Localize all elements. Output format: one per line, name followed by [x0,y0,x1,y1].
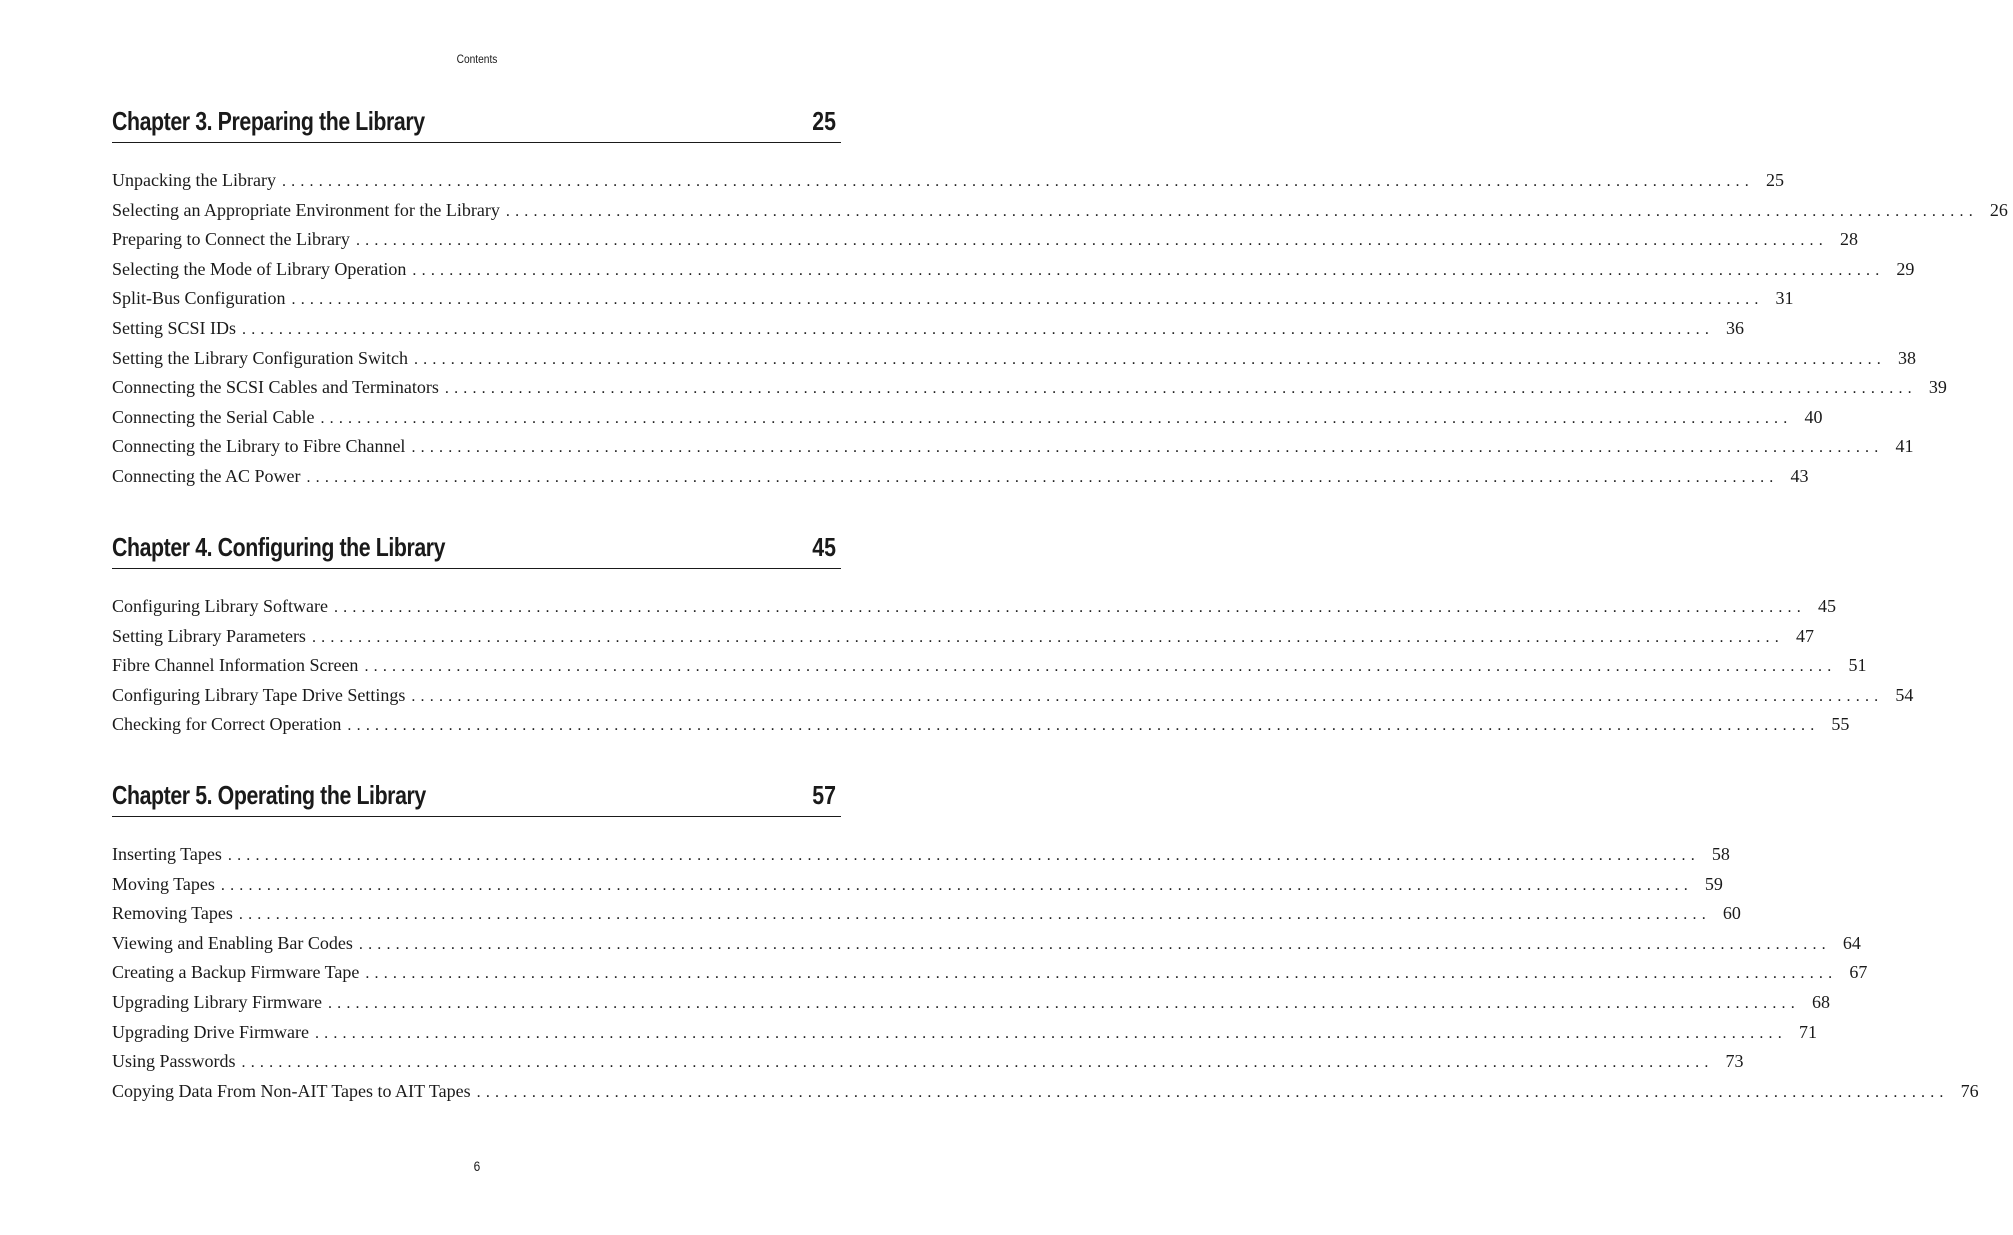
dot-leader: ................................................................................................................................................................ [241,1054,1714,1072]
dot-leader: ................................................................................................................................................................ [306,468,1779,486]
running-header: Contents [456,52,498,66]
toc-entry-title: Creating a Backup Firmware Tape [112,962,360,983]
dot-leader: ................................................................................................................................................................ [444,380,1917,398]
toc-entry-title: Configuring Library Tape Drive Settings [112,684,406,705]
toc-entry-page: 55 [1831,714,1850,735]
toc-entry-title: Split-Bus Configuration [112,288,286,309]
toc-entry-title: Using Passwords [112,1051,236,1072]
toc-entry-title: Setting the Library Configuration Switch [112,347,408,368]
toc-entry[interactable] [112,258,1915,289]
toc-entry-page: 36 [1726,317,1745,338]
dot-leader: ................................................................................................................................................................ [365,965,1838,983]
toc-entry-title: Viewing and Enabling Bar Codes [112,932,353,953]
toc-entry[interactable] [112,714,1850,744]
toc-entry-list [112,844,1979,1110]
toc-entry[interactable] [112,903,1741,933]
dot-leader: ................................................................................................................................................................ [347,717,1820,735]
toc-entry[interactable] [112,1021,1817,1052]
dot-leader: ................................................................................................................................................................ [227,847,1700,864]
chapter-heading[interactable] [112,772,841,817]
chapter-4-section [112,524,1914,744]
toc-entry[interactable] [112,962,1868,992]
chapter-page-number: 57 [812,780,836,810]
dot-leader: ................................................................................................................................................................ [413,350,1886,368]
chapter-title: Chapter 5. Operating the Library [112,780,426,810]
toc-entry-page: 60 [1722,903,1741,924]
dot-leader: ................................................................................................................................................................ [358,935,1831,953]
toc-entry-page: 38 [1897,347,1916,368]
toc-entry-title: Removing Tapes [112,903,233,924]
toc-entry-page: 40 [1804,406,1823,427]
toc-entry-title: Preparing to Connect the Library [112,229,350,250]
toc-entry-title: Inserting Tapes [112,844,222,864]
toc-entry-page: 43 [1790,465,1809,486]
toc-entry-title: Upgrading Drive Firmware [112,1021,309,1042]
toc-entry[interactable] [112,625,1814,656]
toc-entry-page: 29 [1896,258,1915,279]
toc-entry-page: 51 [1848,655,1867,676]
toc-entry-list [112,170,2008,496]
chapter-page-number: 25 [812,106,836,136]
dot-leader: ................................................................................................................................................................ [291,291,1764,309]
toc-entry-page: 64 [1842,932,1861,953]
chapter-heading[interactable] [112,98,841,143]
toc-entry-title: Checking for Correct Operation [112,714,342,735]
chapter-heading[interactable] [112,524,841,569]
toc-entry[interactable] [112,991,1830,1022]
chapter-title: Chapter 4. Configuring the Library [112,532,446,562]
toc-entry-page: 39 [1928,377,1947,398]
toc-entry-title: Configuring Library Software [112,596,328,616]
toc-entry[interactable] [112,436,1914,466]
toc-entry-title: Copying Data From Non-AIT Tapes to AIT Tapes [112,1080,471,1101]
toc-entry[interactable] [112,288,1794,318]
toc-entry[interactable] [112,844,1730,874]
dot-leader: ................................................................................................................................................................ [311,628,1784,646]
toc-entry-page: 58 [1711,844,1730,864]
dot-leader: ................................................................................................................................................................ [281,173,1754,190]
toc-entry-page: 68 [1811,991,1830,1012]
dot-leader: ................................................................................................................................................................ [314,1024,1787,1042]
toc-entry-page: 59 [1704,873,1723,894]
dot-leader: ................................................................................................................................................................ [411,439,1884,457]
toc-entry-page: 31 [1775,288,1794,309]
chapter-page-number: 45 [812,532,836,562]
toc-entry-title: Fibre Channel Information Screen [112,655,359,676]
toc-entry-page: 73 [1725,1051,1744,1072]
toc-entry[interactable] [112,684,1914,715]
toc-entry-title: Selecting the Mode of Library Operation [112,258,407,279]
dot-leader: ................................................................................................................................................................ [220,876,1693,894]
toc-entry-page: 25 [1765,170,1784,190]
dot-leader: ................................................................................................................................................................ [411,687,1884,705]
toc-entry-title: Connecting the AC Power [112,465,301,486]
toc-entry-page: 67 [1849,962,1868,983]
dot-leader: ................................................................................................................................................................ [320,409,1793,427]
toc-entry[interactable] [112,932,1861,963]
toc-entry[interactable] [112,377,1947,407]
toc-entry[interactable] [112,170,1784,200]
dot-leader: ................................................................................................................................................................ [412,261,1885,279]
chapter-title: Chapter 3. Preparing the Library [112,106,425,136]
dot-leader: ................................................................................................................................................................ [355,232,1828,250]
toc-entry-title: Unpacking the Library [112,170,276,190]
toc-entry-title: Setting SCSI IDs [112,317,237,338]
toc-entry-title: Selecting an Appropriate Environment for the Library [112,199,500,220]
toc-entry-page: 26 [1989,199,2008,220]
toc-entry[interactable] [112,1051,1744,1081]
toc-entry-title: Upgrading Library Firmware [112,991,322,1012]
toc-entry-title: Connecting the SCSI Cables and Terminators [112,377,439,398]
toc-entry[interactable] [112,199,2008,230]
chapter-5-section [112,772,1979,1110]
page-number: 6 [473,1158,481,1174]
toc-entry-page: 76 [1960,1080,1979,1101]
toc-entry-title: Setting Library Parameters [112,625,306,646]
chapter-3-section [112,98,2008,496]
toc-entry-title: Moving Tapes [112,873,215,894]
toc-entry[interactable] [112,406,1823,437]
toc-entry-list [112,596,1914,744]
toc-entry[interactable] [112,347,1916,378]
toc-entry-page: 41 [1895,436,1914,457]
toc-entry[interactable] [112,465,1809,496]
toc-entry[interactable] [112,596,1836,626]
toc-entry-page: 54 [1895,684,1914,705]
toc-entry[interactable] [112,317,1745,348]
toc-entry-page: 45 [1817,596,1836,616]
toc-entry[interactable] [112,873,1723,904]
dot-leader: ................................................................................................................................................................ [476,1083,1949,1101]
dot-leader: ................................................................................................................................................................ [238,906,1711,924]
toc-entry-title: Connecting the Serial Cable [112,406,315,427]
toc-entry[interactable] [112,1080,1979,1111]
dot-leader: ................................................................................................................................................................ [327,994,1800,1012]
toc-entry-page: 28 [1839,229,1858,250]
dot-leader: ................................................................................................................................................................ [505,202,1978,220]
dot-leader: ................................................................................................................................................................ [242,320,1715,338]
toc-entry-title: Connecting the Library to Fibre Channel [112,436,406,457]
dot-leader: ................................................................................................................................................................ [333,599,1806,616]
toc-entry-page: 47 [1795,625,1814,646]
toc-entry-page: 71 [1798,1021,1817,1042]
toc-entry[interactable] [112,229,1858,259]
toc-entry[interactable] [112,655,1867,685]
dot-leader: ................................................................................................................................................................ [364,658,1837,676]
